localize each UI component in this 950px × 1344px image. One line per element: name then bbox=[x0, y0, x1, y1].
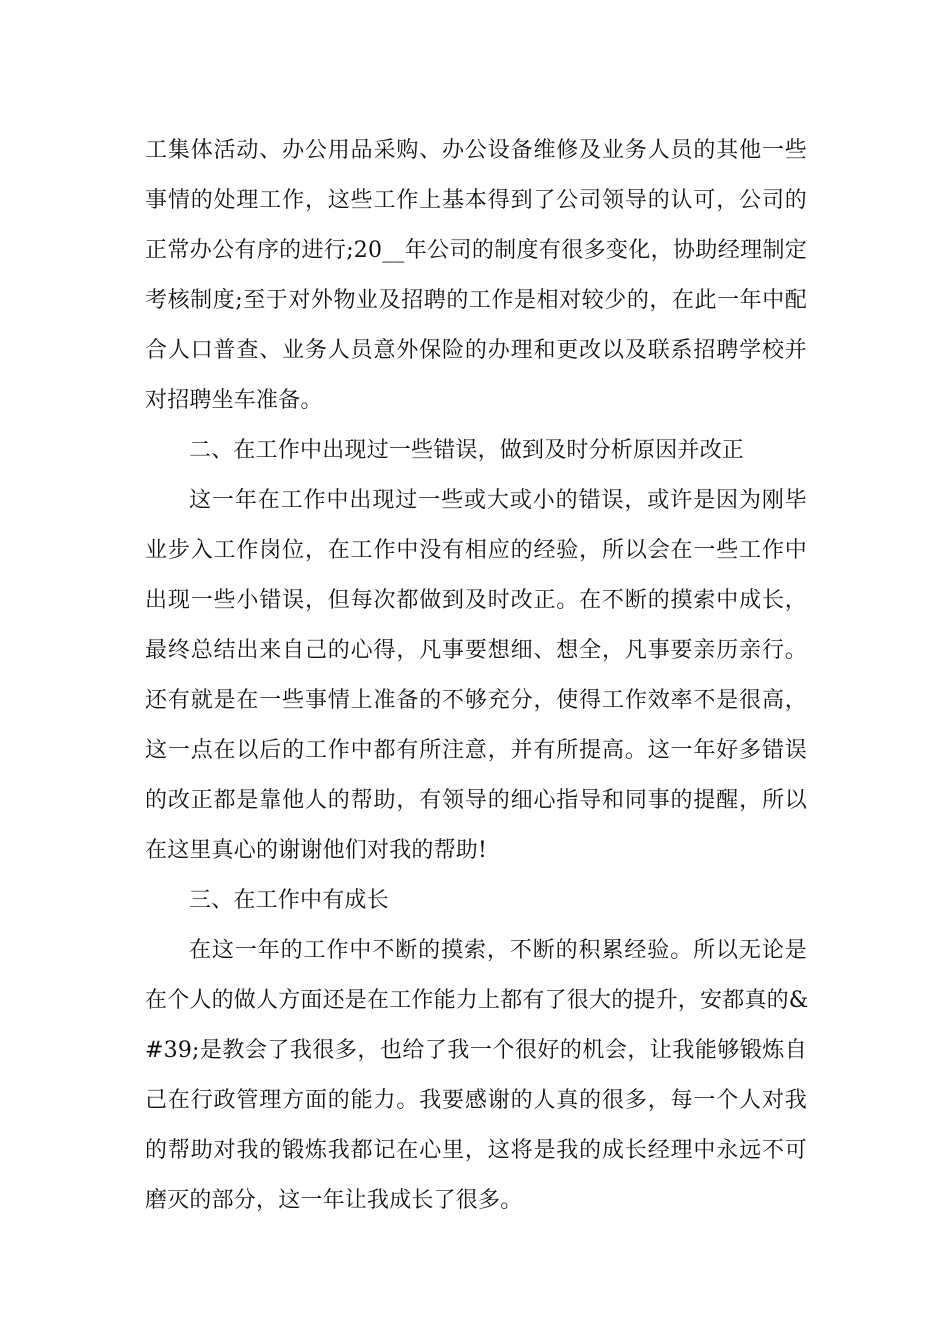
text-line: 工集体活动、办公用品采购、办公设备维修及业务人员的其他一些 bbox=[145, 138, 807, 163]
text-line: 事情的处理工作，这些工作上基本得到了公司领导的认可，公司的 bbox=[145, 188, 807, 213]
text-line: 还有就是在一些事情上准备的不够充分，使得工作效率不是很高， bbox=[145, 688, 807, 713]
text-line: 的帮助对我的锻炼我都记在心里，这将是我的成长经理中永远不可 bbox=[145, 1138, 807, 1163]
text-line: 二、在工作中出现过一些错误，做到及时分析原因并改正 bbox=[189, 438, 745, 463]
text-line: 考核制度;至于对外物业及招聘的工作是相对较少的，在此一年中配 bbox=[145, 288, 807, 313]
text-line: 在个人的做人方面还是在工作能力上都有了很大的提升，安都真的& bbox=[145, 988, 809, 1013]
text-line: 的改正都是靠他人的帮助，有领导的细心指导和同事的提醒，所以 bbox=[145, 788, 807, 813]
document-body bbox=[145, 126, 807, 1226]
text-line: 这一年在工作中出现过一些或大或小的错误，或许是因为刚毕 bbox=[189, 488, 807, 513]
text-line: 出现一些小错误，但每次都做到及时改正。在不断的摸索中成长， bbox=[145, 588, 807, 613]
text-line: 对招聘坐车准备。 bbox=[145, 388, 323, 413]
text-line: 磨灭的部分，这一年让我成长了很多。 bbox=[145, 1188, 523, 1213]
text-line: 己在行政管理方面的能力。我要感谢的人真的很多，每一个人对我 bbox=[145, 1088, 807, 1113]
text-line: 这一点在以后的工作中都有所注意，并有所提高。这一年好多错误 bbox=[145, 738, 807, 763]
text-line: 最终总结出来自己的心得，凡事要想细、想全，凡事要亲历亲行。 bbox=[145, 638, 807, 663]
text-line: 在这一年的工作中不断的摸索，不断的积累经验。所以无论是 bbox=[189, 938, 807, 963]
text-line: 三、在工作中有成长 bbox=[189, 888, 389, 913]
text-line: 业步入工作岗位，在工作中没有相应的经验，所以会在一些工作中 bbox=[145, 538, 807, 563]
text-line: 在这里真心的谢谢他们对我的帮助! bbox=[145, 838, 488, 863]
text-line: 合人口普查、业务人员意外保险的办理和更改以及联系招聘学校并 bbox=[145, 338, 807, 363]
text-line: 正常办公有序的进行;20__年公司的制度有很多变化，协助经理制定 bbox=[145, 238, 807, 263]
text-line: #39;是教会了我很多，也给了我一个很好的机会，让我能够锻炼自 bbox=[145, 1038, 807, 1063]
